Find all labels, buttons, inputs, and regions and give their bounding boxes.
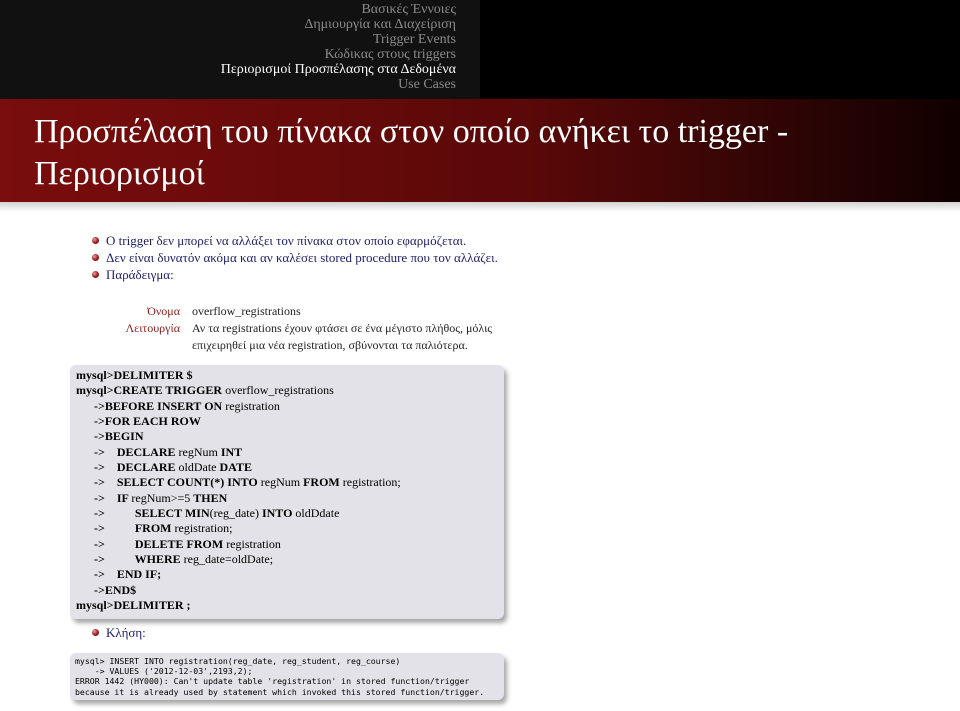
call-code-block: [70, 653, 504, 700]
bullet-ball-icon: [92, 629, 99, 636]
definition-description: overflow_registrations: [192, 304, 301, 318]
code-keyword: INT: [220, 444, 243, 459]
definition-term: Λειτουργία: [125, 321, 180, 335]
bullet-item: [92, 249, 512, 266]
bullet-text: Δεν είναι δυνατόν ακόμα και αν καλέσει stored procedure που τον αλλάζει.: [106, 250, 498, 265]
code-identifier: oldDdate: [295, 506, 340, 521]
nav-item[interactable]: Use Cases: [398, 77, 456, 92]
code-keyword: -> DECLARE: [76, 460, 179, 475]
code-keyword: -> DELETE FROM: [76, 536, 227, 551]
code-keyword: DATE: [219, 460, 252, 475]
call-code-line: because it is already used by statement which invoked this stored function/trigger.: [75, 686, 485, 697]
bullet-ball-icon: [92, 237, 99, 244]
bullet-ball-icon: [92, 254, 99, 261]
code-line: [76, 537, 500, 552]
code-keyword: ->END$: [76, 582, 137, 597]
code-identifier: reg_date=oldDate;: [183, 552, 274, 567]
nav-item[interactable]: Κώδικας στους triggers: [324, 47, 456, 62]
code-lines: [76, 368, 500, 614]
code-keyword: INTO: [261, 506, 296, 521]
slide-title-line-2: Περιορισμοί: [34, 155, 205, 192]
bullet-list: [92, 232, 512, 283]
call-code-line: mysql> INSERT INTO registration(reg_date, reg_student, reg_course): [75, 656, 401, 666]
code-keyword: ->FOR EACH ROW: [76, 414, 201, 429]
code-keyword: THEN: [193, 490, 228, 505]
code-keyword: mysql>DELIMITER $: [76, 368, 193, 382]
code-keyword: ->BEGIN: [76, 429, 144, 444]
example-definition-list: [92, 303, 512, 354]
code-line: [76, 460, 500, 475]
code-line: [76, 506, 500, 521]
code-identifier: registration;: [342, 475, 401, 490]
slide-title: [34, 111, 934, 195]
code-keyword: -> SELECT COUNT(*) INTO: [76, 475, 261, 490]
nav-item[interactable]: Δημιουργία και Διαχείριση: [304, 17, 456, 32]
code-identifier: oldDate: [178, 460, 220, 475]
code-line: [76, 491, 500, 506]
code-line: [76, 445, 500, 460]
code-line: [76, 583, 500, 598]
bullet-text: Παράδειγμα:: [106, 267, 174, 282]
definition-row-name: [92, 303, 512, 320]
code-keyword: -> DECLARE: [76, 444, 179, 459]
code-line: [76, 399, 500, 414]
trigger-code-block: [70, 365, 504, 619]
code-line: [76, 429, 500, 444]
code-keyword: FROM: [303, 475, 343, 490]
code-keyword: -> WHERE: [76, 552, 184, 567]
nav-item[interactable]: Περιορισμοί Προσπέλασης στα Δεδομένα: [220, 62, 456, 77]
title-band: [0, 99, 960, 202]
code-identifier: registration: [225, 398, 280, 413]
code-keyword: -> SELECT MIN: [76, 506, 210, 521]
nav-item[interactable]: Trigger Events: [372, 32, 456, 47]
code-keyword: -> END IF;: [76, 567, 162, 582]
code-keyword: -> IF: [76, 490, 132, 505]
code-identifier: regNum: [260, 475, 304, 490]
top-navigation: [0, 0, 960, 99]
nav-panel: [0, 0, 480, 99]
call-code-line: ERROR 1442 (HY000): Can't update table 'registration' in stored function/trigger: [75, 676, 470, 687]
nav-list: [0, 2, 480, 92]
code-identifier: registration: [226, 536, 281, 551]
code-line: [76, 567, 500, 582]
definition-description: Αν τα registrations έχουν φτάσει σε ένα μέγιστο πλήθος, μόλις επιχειρηθεί μια νέα registration, σβύνονται τα παλιότερα.: [192, 321, 493, 352]
code-identifier: overflow_registrations: [225, 383, 334, 398]
bullet-ball-icon: [92, 271, 99, 278]
code-line: [76, 414, 500, 429]
bullet-text: O trigger δεν μπορεί να αλλάξει τον πίνακα στον οποίο εφαρμόζεται.: [106, 233, 467, 248]
code-identifier: regNum: [178, 444, 221, 459]
definition-term: Όνομα: [147, 304, 180, 318]
code-line: [76, 383, 500, 398]
call-code-lines: [75, 656, 503, 697]
code-line: [76, 521, 500, 536]
code-keyword: -> FROM: [76, 521, 175, 536]
code-identifier: regNum>=5: [131, 490, 194, 505]
code-line: [76, 598, 500, 613]
call-code-line: -> VALUES ('2012-12-03',2193,2);: [75, 666, 253, 677]
title-shadow: [0, 202, 960, 212]
call-label: Κλήση:: [106, 625, 146, 640]
nav-item[interactable]: Βασικές Έννοιες: [361, 2, 456, 17]
definition-row-function: [92, 320, 512, 354]
call-bullet: [92, 624, 406, 641]
code-keyword: ->BEFORE INSERT ON: [76, 398, 226, 413]
code-line: [76, 368, 500, 383]
code-keyword: mysql>DELIMITER ;: [76, 598, 191, 613]
bullet-item: [92, 232, 512, 249]
code-identifier: registration;: [174, 521, 233, 536]
code-line: [76, 475, 500, 490]
code-line: [76, 552, 500, 567]
code-identifier: (reg_date): [209, 506, 262, 521]
bullet-item: [92, 266, 512, 283]
slide-title-line-1: Προσπέλαση του πίνακα στον οποίο ανήκει το trigger -: [34, 113, 789, 150]
code-keyword: mysql>CREATE TRIGGER: [76, 383, 226, 398]
